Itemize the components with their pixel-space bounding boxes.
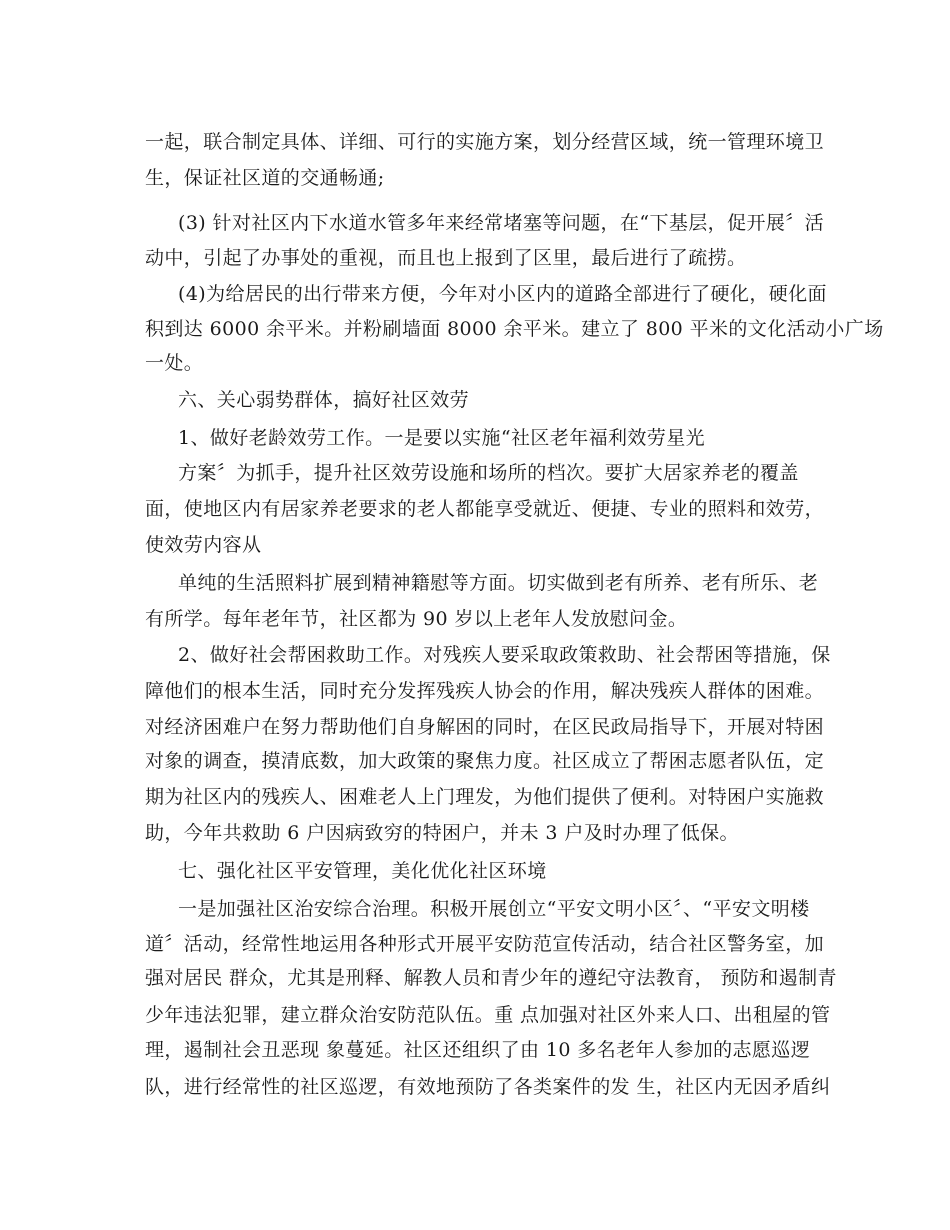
text-line: 积到达 6000 余平米。并粉刷墙面 8000 余平米。建立了 800 平米的文化活动小广场 [145,318,884,340]
text-line: 理，遏制社会丑恶现 象蔓延。社区还组织了由 10 多名老年人参加的志愿巡逻 [145,1039,811,1061]
text-line: 对经济困难户在努力帮助他们自身解困的同时，在区民政局指导下，开展对特困 [145,716,825,738]
text-line: 道〞活动，经常性地运用各种形式开展平安防范宣传活动，结合社区警务室，加 [145,933,825,955]
text-line: 一起，联合制定具体、详细、可行的实施方案，划分经营区域，统一管理环境卫 [145,131,825,153]
text-line: (3) 针对社区内下水道水管多年来经常堵塞等问题，在“下基层，促开展〞活 [178,212,825,234]
text-line: 助，今年共救助 6 户因病致穷的特困户，并未 3 户及时办理了低保。 [145,822,739,844]
text-line: 面，使地区内有居家养老要求的老人都能享受就近、便捷、专业的照料和效劳， [145,498,825,520]
text-line: 期为社区内的残疾人、困难老人上门理发，为他们提供了便利。对特困户实施救 [145,786,825,808]
text-line: 动中，引起了办事处的重视，而且也上报到了区里，最后进行了疏捞。 [145,247,747,269]
text-line: 单纯的生活照料扩展到精神籍慰等方面。切实做到老有所养、老有所乐、老 [178,572,819,594]
text-line: 1、做好老龄效劳工作。一是要以实施“社区老年福利效劳星光 [178,427,706,449]
text-line: 方案〞为抓手，提升社区效劳设施和场所的档次。要扩大居家养老的覆盖 [178,462,799,484]
text-line: 队，进行经常性的社区巡逻，有效地预防了各类案件的发 生，社区内无因矛盾纠 [145,1076,831,1098]
text-line: 2、做好社会帮困救助工作。对残疾人要采取政策救助、社会帮困等措施，保 [178,644,831,666]
section-heading: 六、关心弱势群体，搞好社区效劳 [178,389,470,411]
text-line: 对象的调查，摸清底数，加大政策的聚焦力度。社区成立了帮困志愿者队伍，定 [145,750,825,772]
text-line: 生，保证社区道的交通畅通; [145,167,385,189]
section-heading: 七、强化社区平安管理，美化优化社区环境 [178,860,547,882]
text-line: 强对居民 群众，尤其是刑释、解教人员和青少年的遵纪守法教育， 预防和遏制青 [145,967,837,989]
text-line: 一处。 [145,352,204,374]
text-line: (4)为给居民的出行带来方便，今年对小区内的道路全部进行了硬化，硬化面 [178,283,827,305]
text-line: 有所学。每年老年节，社区都为 90 岁以上老年人发放慰问金。 [145,608,688,630]
text-line: 使效劳内容从 [145,534,262,556]
text-line: 少年违法犯罪，建立群众治安防范队伍。重 点加强对社区外来人口、出租屋的管 [145,1004,831,1026]
text-line: 一是加强社区治安综合治理。积极开展创立“平安文明小区〞、“平安文明楼 [178,898,810,920]
text-line: 障他们的根本生活，同时充分发挥残疾人协会的作用，解决残疾人群体的困难。 [145,680,825,702]
